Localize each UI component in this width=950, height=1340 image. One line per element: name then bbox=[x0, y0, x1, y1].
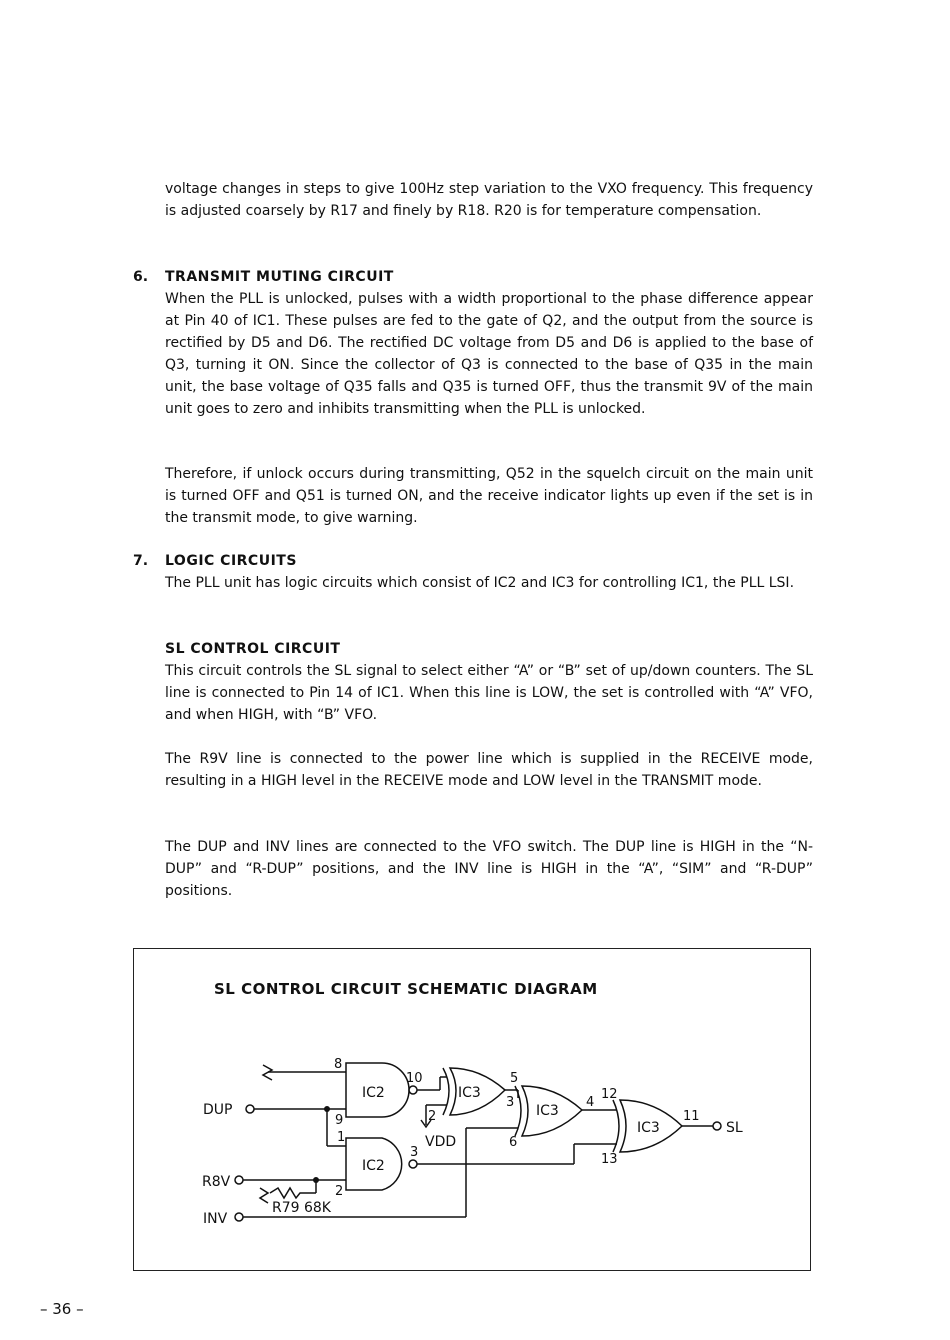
section-title: TRANSMIT MUTING CIRCUIT bbox=[165, 269, 394, 285]
ic2-top-label: IC2 bbox=[362, 1085, 385, 1101]
ic3-second-label: IC3 bbox=[536, 1103, 559, 1119]
pin-label: 8 bbox=[334, 1057, 343, 1072]
pin-label: 9 bbox=[335, 1113, 344, 1128]
pin-label: 12 bbox=[601, 1087, 618, 1102]
r8v-input-terminal bbox=[235, 1176, 243, 1184]
pin-label: 6 bbox=[509, 1135, 518, 1150]
intro-paragraph: voltage changes in steps to give 100Hz step variation to the VXO frequency. This frequency is adjusted coarsely by R17 and finely by R18. R20 is for temperature compensation. bbox=[165, 181, 813, 219]
vdd-label: VDD bbox=[425, 1134, 457, 1150]
sl-output-terminal bbox=[713, 1122, 721, 1130]
ic3-third-label: IC3 bbox=[637, 1120, 660, 1136]
resistor-label: R79 68K bbox=[272, 1200, 331, 1216]
pin-label: 3 bbox=[410, 1145, 419, 1160]
pin-label: 4 bbox=[586, 1095, 595, 1110]
pin-label: 11 bbox=[683, 1109, 700, 1124]
pin-label: 3 bbox=[506, 1095, 515, 1110]
ic3-first-gate bbox=[443, 1068, 449, 1115]
inv-input-terminal bbox=[235, 1213, 243, 1221]
ic2-bottom-label: IC2 bbox=[362, 1158, 385, 1174]
section-paragraph: Therefore, if unlock occurs during transmitting, Q52 in the squelch circuit on the main unit is turned OFF and Q51 is turned ON, and the receive indicator lights up even if the set is in the transmit mode, to give warning. bbox=[165, 466, 813, 526]
subsection-paragraph: The DUP and INV lines are connected to the VFO switch. The DUP line is HIGH in the “N-DUP” and “R-DUP” positions, and the INV line is HIGH in the “A”, “SIM” and “R-DUP” positions. bbox=[165, 839, 813, 899]
subsection-paragraph: The R9V line is connected to the power line which is supplied in the RECEIVE mode, resulting in a HIGH level in the RECEIVE mode and LOW level in the TRANSMIT mode. bbox=[165, 751, 813, 789]
resistor-r79 bbox=[270, 1188, 316, 1198]
section-title: LOGIC CIRCUITS bbox=[165, 553, 297, 569]
ic2-bottom-bubble bbox=[409, 1160, 417, 1168]
pin-label: 2 bbox=[428, 1109, 437, 1124]
ic3-first-label: IC3 bbox=[458, 1085, 481, 1101]
section-paragraph: When the PLL is unlocked, pulses with a width proportional to the phase difference appear at Pin 40 of IC1. These pulses are fed to the gate of Q2, and the output from the source is rectified by D5 and D6. The rectified DC voltage from D5 and D6 is applied to the base of Q3, turning it ON. Since the collector of Q3 is connected to the base of Q35 in the main unit, the base voltage of Q35 falls and Q35 is turned OFF, thus the transmit 9V of the main unit goes to zero and inhibits transmitting when the PLL is unlocked. bbox=[165, 291, 813, 417]
page-number: – 36 – bbox=[40, 1300, 84, 1318]
r8v-label: R8V bbox=[202, 1174, 231, 1190]
dup-label: DUP bbox=[203, 1102, 233, 1118]
sl-label: SL bbox=[726, 1120, 743, 1136]
section-number: 6. bbox=[133, 269, 149, 285]
subsection-paragraph: This circuit controls the SL signal to select either “A” or “B” set of up/down counters. The SL line is connected to Pin 14 of IC1. When this line is LOW, the set is controlled with “A” VFO, and when HIGH, with “B” VFO. bbox=[165, 663, 813, 723]
section-paragraph: The PLL unit has logic circuits which consist of IC2 and IC3 for controlling IC1, the PLL LSI. bbox=[165, 575, 795, 591]
schematic-title: SL CONTROL CIRCUIT SCHEMATIC DIAGRAM bbox=[214, 980, 598, 998]
pin-label: 5 bbox=[510, 1071, 519, 1086]
pin-label: 1 bbox=[337, 1130, 346, 1145]
inv-label: INV bbox=[203, 1211, 228, 1227]
pin-label: 10 bbox=[406, 1071, 423, 1086]
section-number: 7. bbox=[133, 553, 149, 569]
ic2-top-bubble bbox=[409, 1086, 417, 1094]
pin-label: 13 bbox=[601, 1152, 618, 1167]
subsection-title: SL CONTROL CIRCUIT bbox=[165, 641, 341, 657]
pin-label: 2 bbox=[335, 1184, 344, 1199]
dup-input-terminal bbox=[246, 1105, 254, 1113]
ground-symbol-resistor bbox=[260, 1188, 268, 1203]
